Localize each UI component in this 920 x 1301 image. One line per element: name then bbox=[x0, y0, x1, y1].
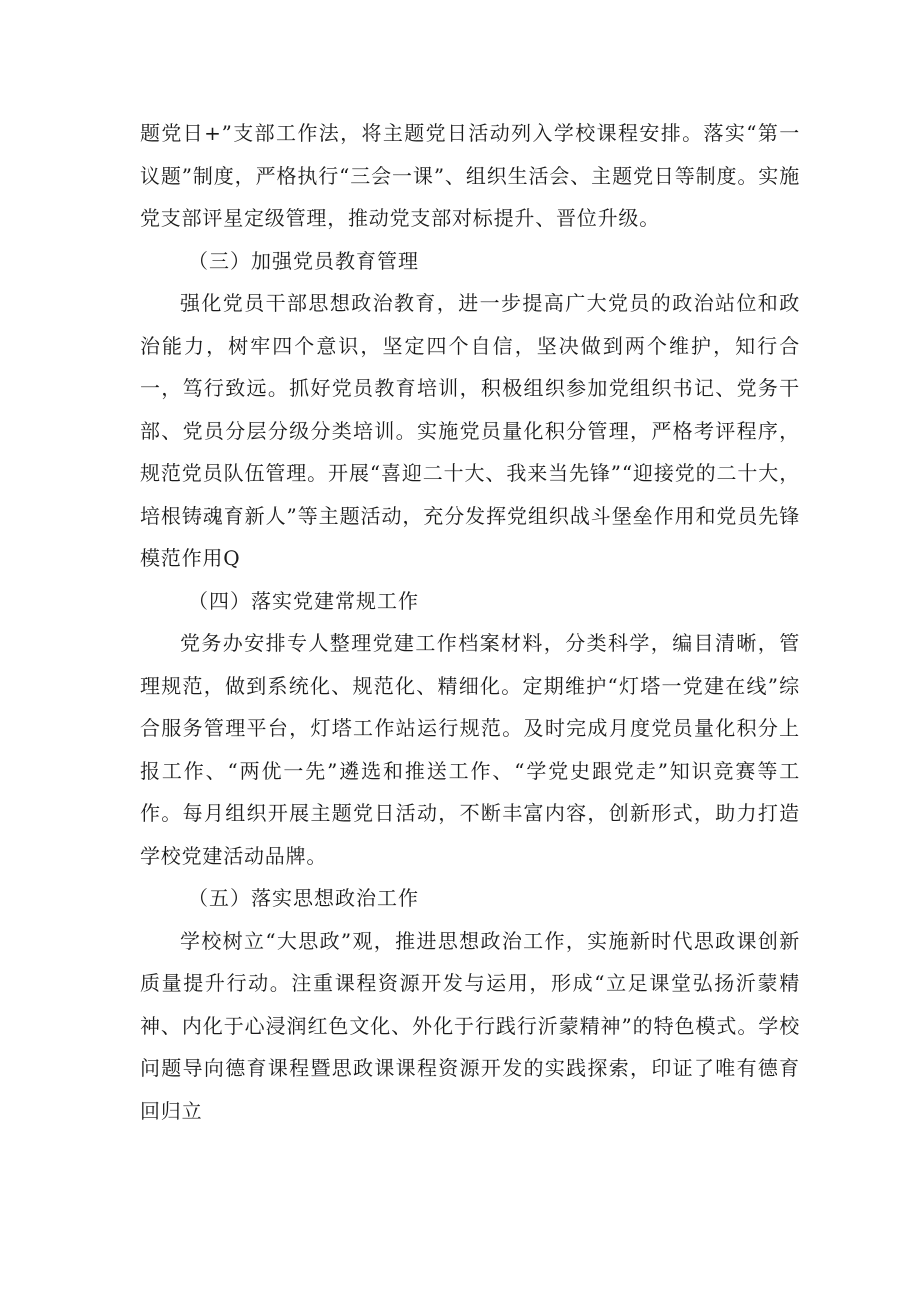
section-heading-5: （五）落实思想政治工作 bbox=[188, 886, 419, 910]
paragraph-continued: 题党日+”支部工作法，将主题党日活动列入学校课程安排。落实“第一议题”制度，严格执行“三会一课”、组织生活会、主题党日等制度。实施党支部评星定级管理，推动党支部对标提升、晋位升级。 bbox=[140, 121, 800, 230]
document-body bbox=[140, 112, 800, 1132]
paragraph-ideological-work: 学校树立“大思政”观，推进思想政治工作，实施新时代思政课创新质量提升行动。注重课程资源开发与运用，形成“立足课堂弘扬沂蒙精神、内化于心浸润红色文化、外化于行践行沂蒙精神”的特色模式。学校问题导向德育课程暨思政课课程资源开发的实践探索，印证了唯有德育回归立 bbox=[140, 928, 800, 1123]
paragraph-routine-work: 党务办安排专人整理党建工作档案材料，分类科学，编目清晰，管理规范，做到系统化、规范化、精细化。定期维护“灯塔一党建在线”综合服务管理平台，灯塔工作站运行规范。及时完成月度党员量化积分上报工作、“两优一先”遴选和推送工作、“学党史跟党走”知识竞赛等工作。每月组织开展主题党日活动，不断丰富内容，创新形式，助力打造学校党建活动品牌。 bbox=[140, 631, 800, 868]
paragraph-member-education: 强化党员干部思想政治教育，进一步提高广大党员的政治站位和政治能力，树牢四个意识，坚定四个自信，坚决做到两个维护，知行合一，笃行致远。抓好党员教育培训，积极组织参加党组织书记、党务干部、党员分层分级分类培训。实施党员量化积分管理，严格考评程序，规范党员队伍管理。开展“喜迎二十大、我来当先锋”“迎接党的二十大，培根铸魂育新人”等主题活动，充分发挥党组织战斗堡垒作用和党员先锋模范作用Q bbox=[140, 291, 800, 570]
section-heading-4: （四）落实党建常规工作 bbox=[188, 588, 419, 613]
section-heading-3: （三）加强党员教育管理 bbox=[188, 248, 419, 273]
